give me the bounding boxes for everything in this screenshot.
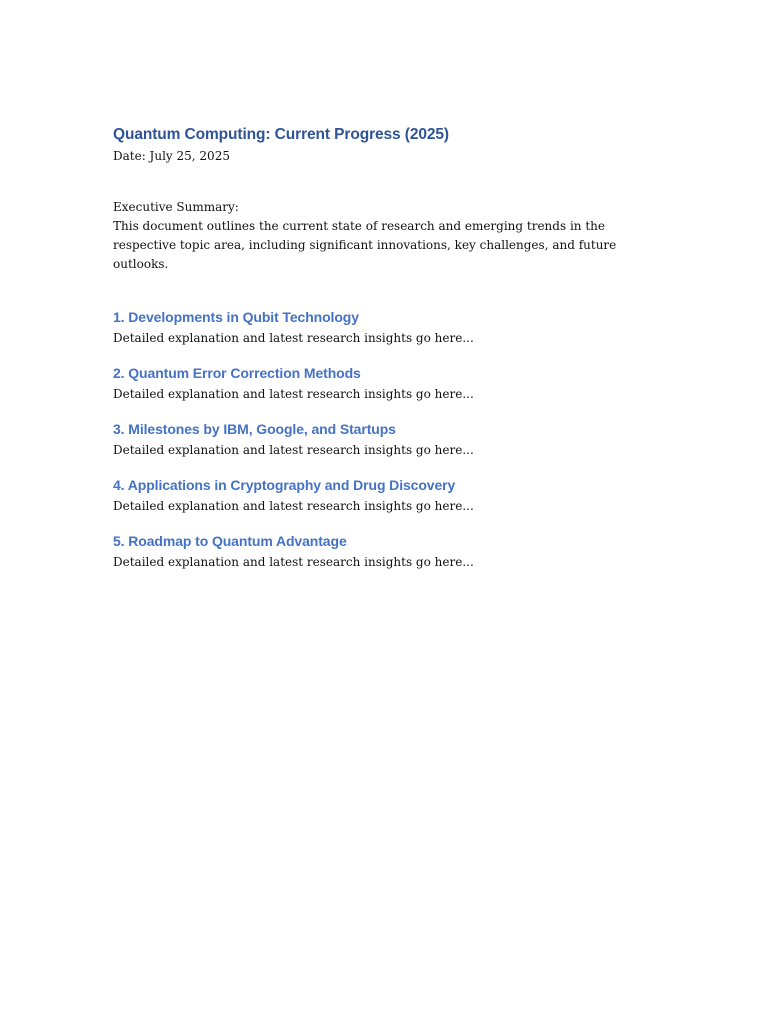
sections-list: [113, 307, 658, 572]
section-item: [113, 363, 658, 404]
section-body: Detailed explanation and latest research insights go here...: [113, 331, 474, 345]
executive-summary-text: This document outlines the current state of research and emerging trends in the respective topic area, including significant innovations, key challenges, and future outlooks.: [113, 219, 617, 271]
section-item: [113, 419, 658, 460]
section-body: Detailed explanation and latest research insights go here...: [113, 387, 474, 401]
section-item: [113, 531, 658, 572]
section-heading: 3. Milestones by IBM, Google, and Startups: [113, 421, 396, 437]
executive-summary-label: Executive Summary:: [113, 200, 239, 214]
document-date: Date: July 25, 2025: [113, 149, 230, 163]
section-heading: 4. Applications in Cryptography and Drug Discovery: [113, 477, 456, 493]
section-body: Detailed explanation and latest research insights go here...: [113, 443, 474, 457]
section-item: [113, 475, 658, 516]
section-heading: 1. Developments in Qubit Technology: [113, 309, 359, 325]
section-heading: 5. Roadmap to Quantum Advantage: [113, 533, 347, 549]
section-heading: 2. Quantum Error Correction Methods: [113, 365, 361, 381]
section-item: [113, 307, 658, 348]
section-body: Detailed explanation and latest research insights go here...: [113, 499, 474, 513]
document-content: [113, 124, 658, 572]
document-title: Quantum Computing: Current Progress (2025): [113, 126, 449, 143]
section-body: Detailed explanation and latest research insights go here...: [113, 555, 474, 569]
